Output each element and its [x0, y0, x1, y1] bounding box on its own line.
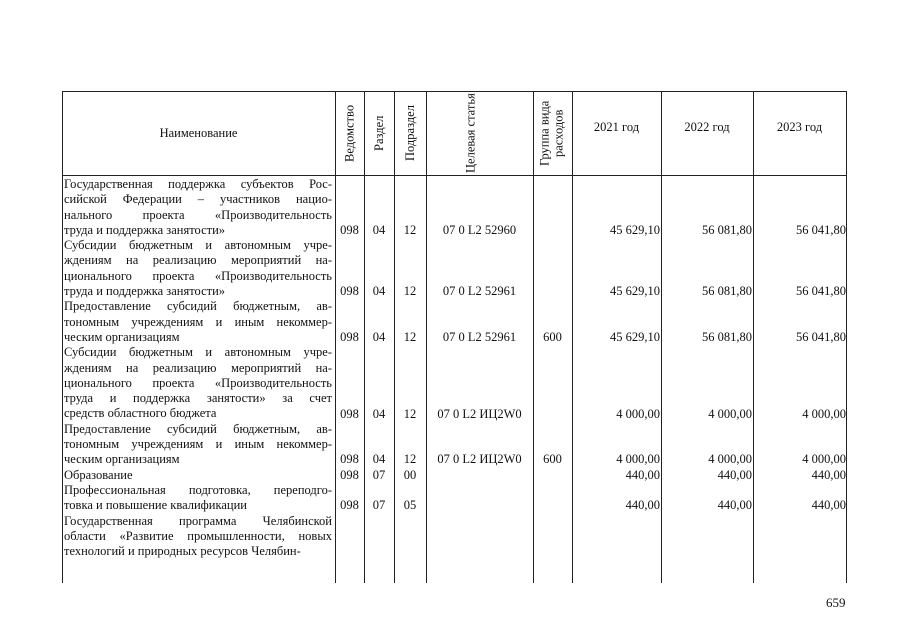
- cell-subsection: 12: [403, 452, 417, 467]
- cell-y2021: 440,00: [625, 498, 660, 513]
- row-name: [64, 345, 332, 421]
- cell-y2023: 4 000,00: [802, 406, 846, 421]
- header-target: [426, 93, 533, 173]
- cell-group: 600: [543, 452, 562, 467]
- cell-subsection: 12: [403, 284, 417, 299]
- page-number: 659: [826, 595, 846, 610]
- cell-dept: 098: [340, 222, 359, 237]
- cell-y2021: 45 629,10: [610, 330, 660, 344]
- row-name-line: Субсидии бюджетным и автономным учре-: [64, 345, 332, 360]
- row-name: [64, 468, 332, 483]
- cell-section: 04: [372, 406, 386, 421]
- row-name: [64, 238, 332, 299]
- cell-dept: 098: [340, 330, 359, 344]
- cell-target: 07 0 L2 52960: [442, 222, 517, 237]
- row-name-line: труда и поддержка занятости»: [64, 284, 226, 299]
- row-name-line: тономным учреждениям и иным некоммер-: [64, 437, 332, 452]
- cell-subsection: 12: [403, 222, 417, 237]
- row-name-line: Предоставление субсидий бюджетным, ав-: [64, 421, 332, 436]
- row-name-line: ционального проекта «Производительность: [64, 375, 332, 390]
- cell-y2022: 440,00: [717, 467, 752, 482]
- cell-y2023: 56 041,80: [796, 222, 846, 237]
- row-name-line: труда и поддержка занятости»: [64, 222, 226, 237]
- cell-y2022: 56 081,80: [702, 284, 752, 299]
- row-name: [64, 177, 332, 238]
- row-name: [64, 483, 332, 514]
- row-name: [64, 514, 332, 560]
- cell-y2021: 440,00: [625, 467, 660, 482]
- cell-section: 04: [372, 330, 386, 344]
- row-name-line: Образование: [64, 467, 133, 482]
- cell-y2021: 4 000,00: [616, 452, 660, 467]
- cell-y2022: 4 000,00: [708, 406, 752, 421]
- cell-dept: 098: [340, 498, 359, 513]
- header-2022: 2022 год: [684, 119, 730, 134]
- cell-target: 07 0 L2 52961: [442, 284, 517, 299]
- row-name: [64, 299, 332, 345]
- budget-table: [62, 91, 847, 583]
- cell-section: 07: [372, 498, 386, 513]
- row-name-line: сийской Федерации – участников нацио-: [64, 192, 332, 207]
- header-group: [533, 93, 572, 173]
- header-bottom-border: [62, 175, 847, 176]
- row-name-line: тономным учреждениям и иным некоммер-: [64, 314, 332, 329]
- header-name: Наименование: [159, 125, 238, 140]
- cell-section: 04: [372, 452, 386, 467]
- cell-y2021: 45 629,10: [610, 222, 660, 237]
- cell-y2023: 4 000,00: [802, 452, 846, 467]
- cell-dept: 098: [340, 452, 359, 467]
- row-name-line: Государственная поддержка субъектов Рос-: [64, 177, 332, 191]
- cell-target: 07 0 L2 ИЦ2W0: [437, 406, 522, 421]
- row-name-line: ционального проекта «Производительность: [64, 268, 332, 283]
- cell-subsection: 12: [403, 330, 417, 344]
- cell-y2022: 440,00: [717, 498, 752, 513]
- cell-y2022: 56 081,80: [702, 330, 752, 344]
- cell-target: 07 0 L2 ИЦ2W0: [437, 452, 522, 467]
- cell-y2023: 56 041,80: [796, 330, 846, 344]
- header-2021: 2021 год: [593, 119, 640, 134]
- row-name-line: ческим организациям: [64, 452, 180, 467]
- row-name-line: ждениям на реализацию мероприятий на-: [64, 253, 332, 268]
- header-section: Раздел: [372, 115, 386, 151]
- row-name: [64, 422, 332, 468]
- cell-subsection: 12: [403, 406, 417, 421]
- header-2023: 2023 год: [776, 119, 823, 134]
- row-name-line: области «Развитие промышленности, новых: [64, 528, 332, 543]
- cell-y2021: 4 000,00: [616, 406, 660, 421]
- cell-y2021: 45 629,10: [610, 284, 660, 299]
- row-name-line: труда и поддержка занятости» за счет: [64, 391, 332, 406]
- cell-section: 04: [372, 222, 386, 237]
- row-name-line: товка и повышение квалификации: [64, 498, 247, 513]
- header-group-text: Группа вида расходов: [537, 100, 566, 166]
- row-name-line: Профессиональная подготовка, переподго-: [64, 483, 332, 497]
- cell-dept: 098: [340, 467, 359, 482]
- cell-y2022: 56 081,80: [702, 222, 752, 237]
- cell-y2023: 440,00: [811, 467, 846, 482]
- row-name-line: ждениям на реализацию мероприятий на-: [64, 360, 332, 375]
- cell-group: 600: [543, 330, 562, 344]
- col-border: [846, 91, 847, 583]
- cell-y2023: 440,00: [811, 498, 846, 513]
- header-subsection: Подраздел: [403, 105, 417, 161]
- cell-dept: 098: [340, 406, 359, 421]
- row-name-line: Субсидии бюджетным и автономным учре-: [64, 238, 332, 253]
- cell-target: 07 0 L2 52961: [442, 330, 517, 344]
- row-name-line: Государственная программа Челябинской: [64, 513, 332, 528]
- row-name-line: ческим организациям: [64, 329, 180, 344]
- cell-y2022: 4 000,00: [708, 452, 752, 467]
- cell-section: 04: [372, 284, 386, 299]
- header-dept: Ведомство: [342, 104, 357, 162]
- cell-section: 07: [372, 467, 386, 482]
- row-name-line: средств областного бюджета: [64, 406, 217, 421]
- row-name-line: технологий и природных ресурсов Челябин-: [64, 544, 301, 559]
- row-name-line: нального проекта «Производительность: [64, 207, 332, 222]
- cell-subsection: 00: [403, 467, 417, 482]
- cell-y2023: 56 041,80: [796, 284, 846, 299]
- cell-subsection: 05: [403, 498, 417, 513]
- cell-dept: 098: [340, 284, 359, 299]
- header-target-text: Целевая статья: [463, 93, 478, 173]
- row-name-line: Предоставление субсидий бюджетным, ав-: [64, 299, 332, 314]
